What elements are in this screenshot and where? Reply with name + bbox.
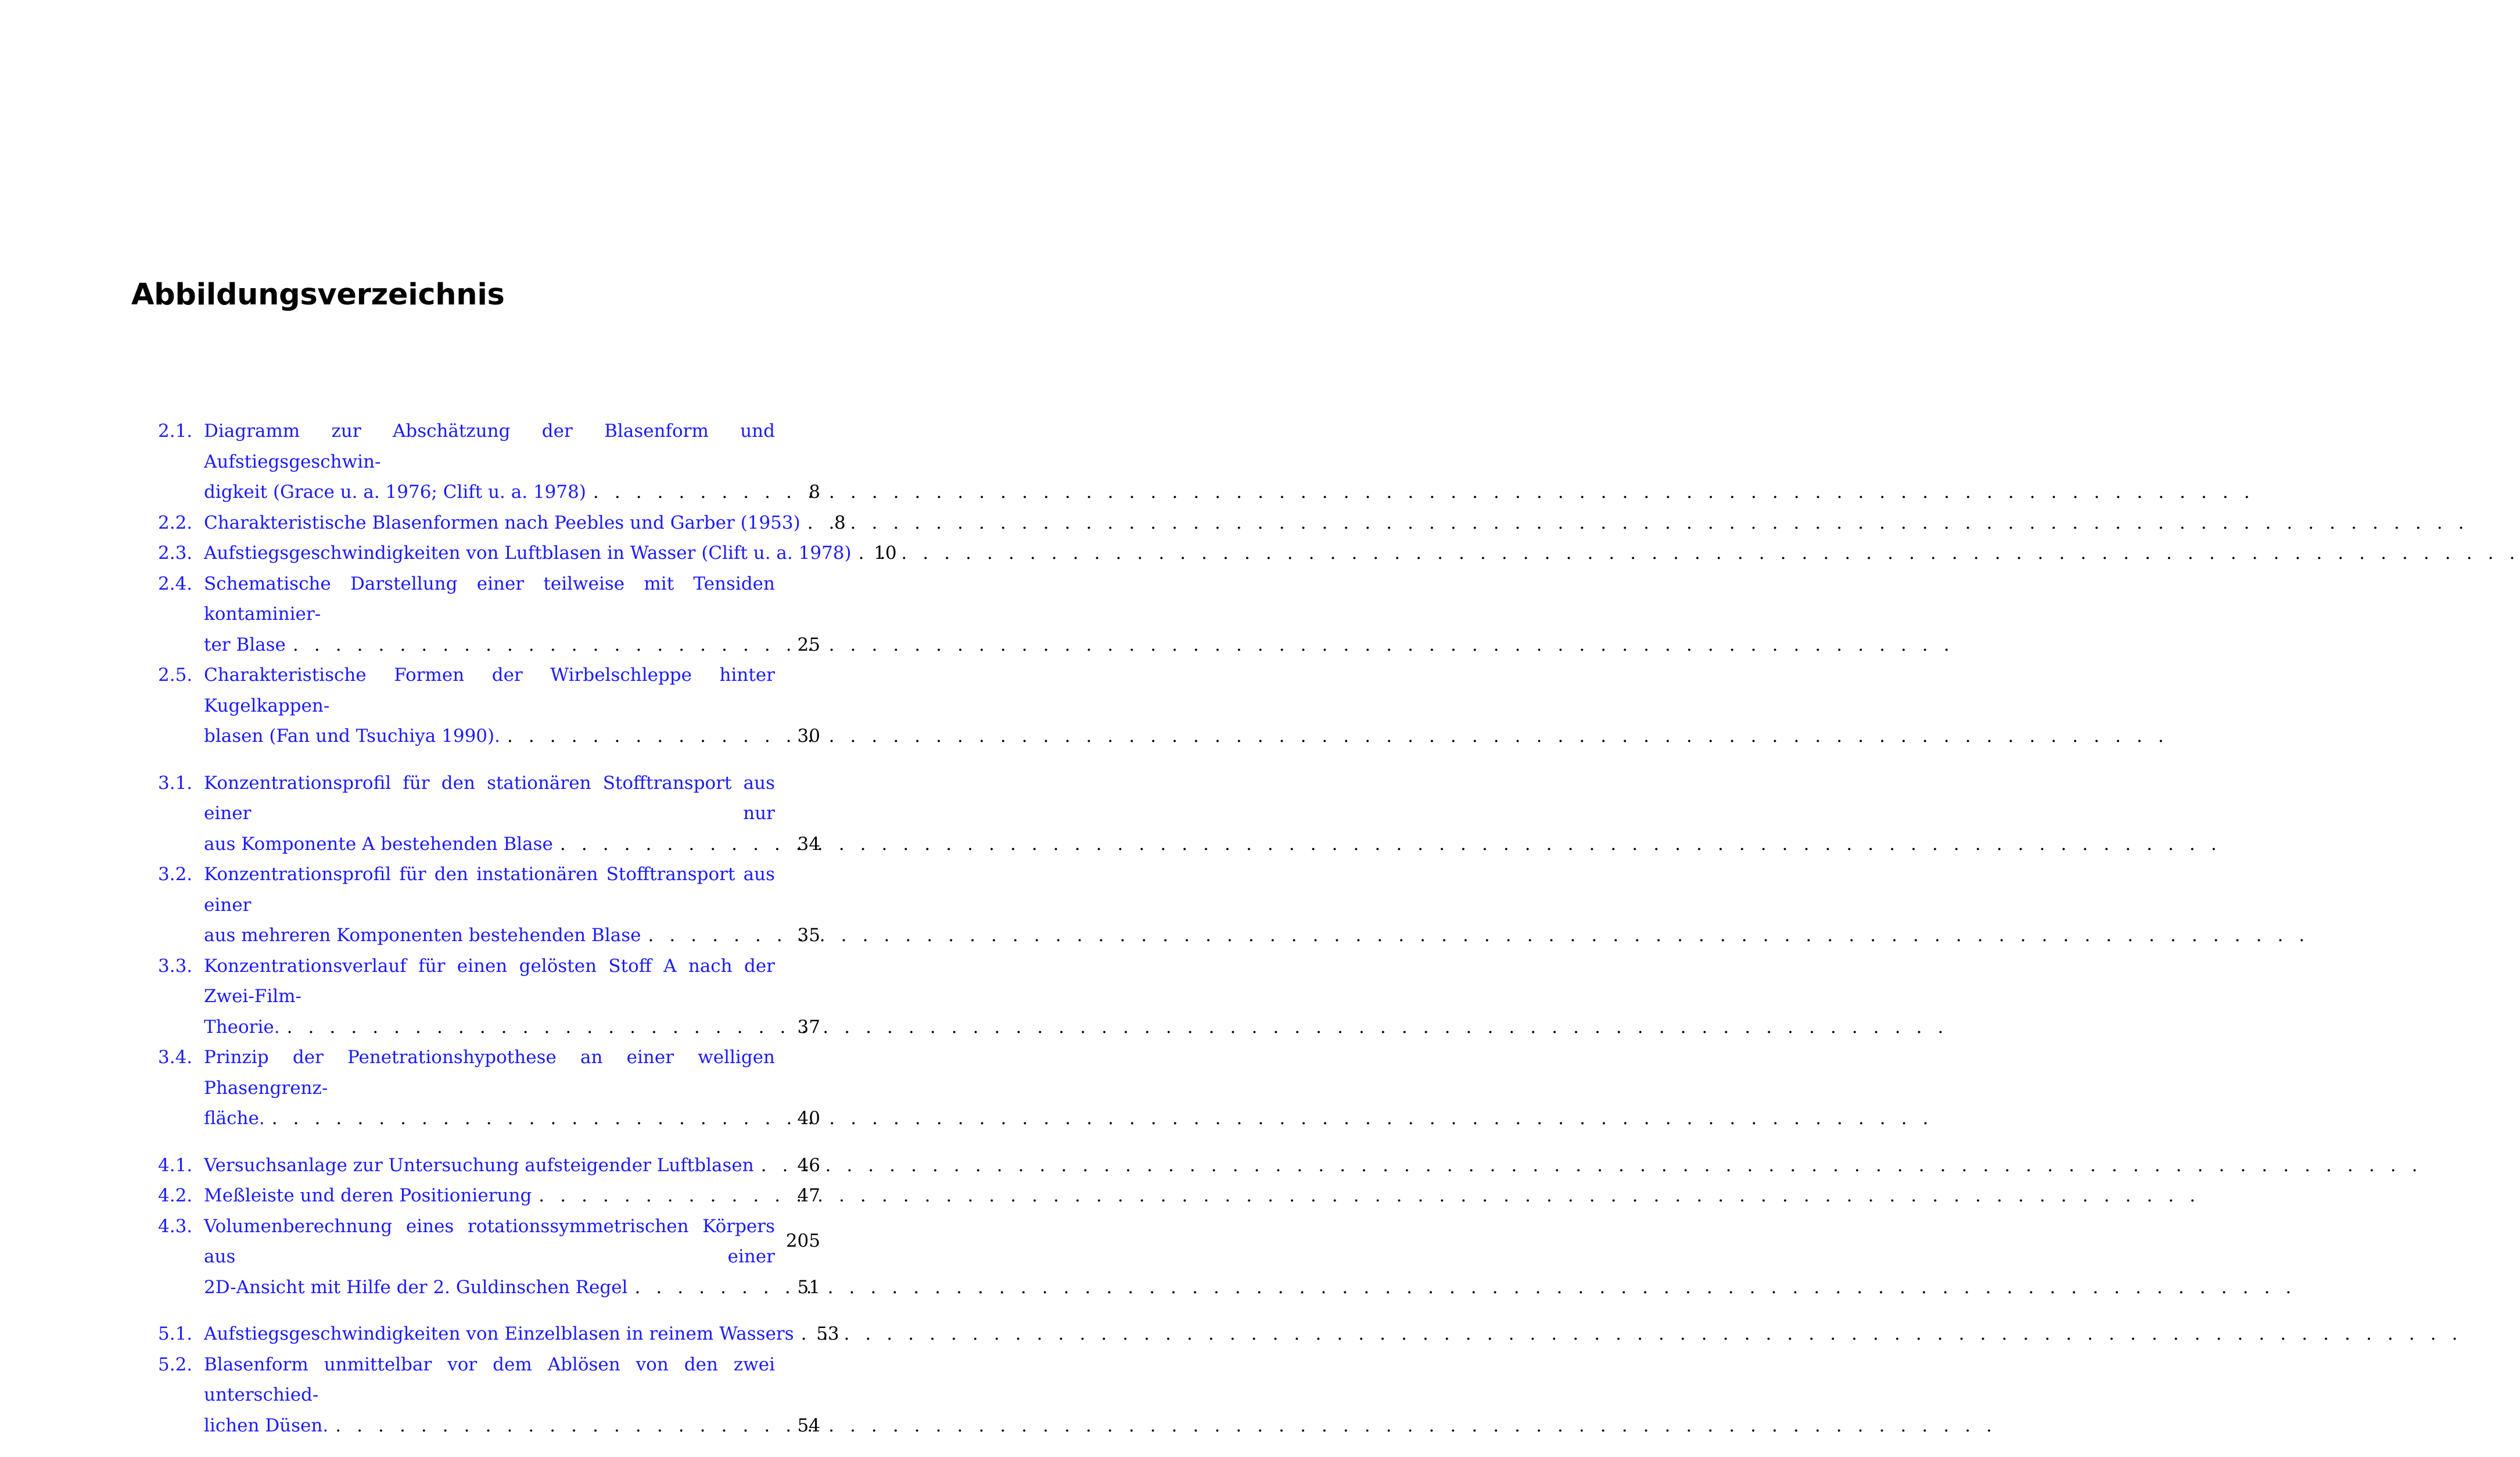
toc-group — [158, 768, 820, 1134]
dot-leader — [852, 538, 864, 569]
dot-leader — [532, 1180, 788, 1211]
figure-number-link[interactable]: 2.4. — [158, 573, 193, 594]
figure-entry[interactable] — [158, 1042, 820, 1134]
figure-entry[interactable] — [158, 1350, 820, 1441]
figure-caption-link[interactable]: lichen Düsen. — [204, 1415, 329, 1436]
figure-entry[interactable] — [158, 538, 897, 569]
figure-number-link[interactable]: 2.2. — [158, 512, 193, 533]
dot-leader — [641, 920, 788, 951]
toc-group — [158, 1319, 839, 1441]
figure-page-number: 53 — [816, 1323, 839, 1344]
figure-caption-link[interactable]: ter Blase — [204, 634, 286, 655]
figure-caption-link[interactable]: 2D-Ansicht mit Hilfe der 2. Guldinschen Regel — [204, 1276, 628, 1298]
figure-caption-link[interactable]: aus Komponente A bestehenden Blase — [204, 833, 553, 855]
figure-page-number: 8 — [834, 512, 846, 533]
dot-leader — [627, 1272, 788, 1303]
figure-page-number: 10 — [874, 543, 897, 564]
figure-entry[interactable] — [158, 508, 846, 539]
figure-caption-link[interactable]: Theorie. — [204, 1016, 280, 1038]
figure-number-link[interactable]: 2.1. — [158, 421, 193, 442]
figure-caption-link[interactable]: aus mehreren Komponenten bestehenden Blase — [204, 925, 641, 946]
figure-caption-link[interactable]: Volumenberechnung eines rotationssymmetrischen Körpers aus einer — [204, 1215, 775, 1267]
figure-page-number: 46 — [797, 1154, 820, 1176]
figure-page-number: 8 — [809, 482, 820, 503]
figure-entry[interactable] — [158, 416, 820, 508]
figure-caption-link[interactable]: Prinzip der Penetrationshypothese an einer welligen Phasengrenz- — [204, 1047, 775, 1099]
figure-caption-link[interactable]: Meßleiste und deren Positionierung — [204, 1185, 532, 1206]
dot-leader — [286, 630, 788, 661]
figure-entry[interactable] — [158, 1211, 820, 1303]
figure-page-number: 54 — [797, 1415, 820, 1436]
figure-number-link[interactable]: 2.3. — [158, 543, 193, 564]
figure-page-number: 37 — [797, 1016, 820, 1038]
figure-entry[interactable] — [158, 1150, 820, 1181]
dot-leader — [500, 721, 788, 752]
figure-caption-link[interactable]: Konzentrationsverlauf für einen gelösten Stoff A nach der Zwei-Film- — [204, 955, 775, 1007]
figure-entry[interactable] — [158, 1319, 839, 1350]
page-number: 205 — [785, 1230, 820, 1251]
figure-caption-link[interactable]: Konzentrationsprofil für den stationären Stofftransport aus einer nur — [204, 772, 775, 824]
dot-leader — [553, 829, 788, 860]
dot-leader — [328, 1411, 788, 1441]
figure-entry[interactable] — [158, 768, 820, 860]
figure-page-number: 35 — [797, 925, 820, 946]
figure-caption-link[interactable]: Versuchsanlage zur Untersuchung aufsteigender Luftblasen — [204, 1154, 754, 1176]
figure-caption-link[interactable]: digkeit (Grace u. a. 1976; Clift u. a. 1978) — [204, 482, 586, 503]
figure-entry[interactable] — [158, 569, 820, 661]
figure-page-number: 51 — [797, 1276, 820, 1298]
figure-caption-link[interactable]: Schematische Darstellung einer teilweise mit Tensiden kontaminier- — [204, 573, 775, 625]
figure-caption-link[interactable]: Aufstiegsgeschwindigkeiten von Einzelblasen in reinem Wassers — [204, 1323, 794, 1344]
figure-number-link[interactable]: 4.2. — [158, 1185, 193, 1206]
page-title: Abbildungsverzeichnis — [131, 278, 505, 312]
figure-caption-link[interactable]: Charakteristische Blasenformen nach Peebles und Garber (1953) — [204, 512, 800, 533]
dot-leader — [754, 1150, 788, 1181]
figure-number-link[interactable]: 4.3. — [158, 1215, 193, 1237]
figure-page-number: 25 — [797, 634, 820, 655]
document-page — [0, 0, 961, 1436]
figure-entry[interactable] — [158, 660, 820, 752]
figure-page-number: 47 — [797, 1185, 820, 1206]
figure-number-link[interactable]: 2.5. — [158, 665, 193, 686]
figure-page-number: 40 — [797, 1108, 820, 1129]
toc-group — [158, 416, 897, 752]
figure-page-number: 34 — [797, 833, 820, 855]
figure-caption-link[interactable]: Aufstiegsgeschwindigkeiten von Luftblasen in Wasser (Clift u. a. 1978) — [204, 543, 852, 564]
figure-caption-link[interactable]: Charakteristische Formen der Wirbelschleppe hinter Kugelkappen- — [204, 665, 775, 716]
figure-caption-link[interactable]: Konzentrationsprofil für den instationären Stofftransport aus einer — [204, 864, 775, 916]
figure-number-link[interactable]: 3.4. — [158, 1047, 193, 1068]
dot-leader — [265, 1103, 788, 1134]
figure-caption-link[interactable]: blasen (Fan und Tsuchiya 1990). — [204, 726, 500, 747]
figure-number-link[interactable]: 3.3. — [158, 955, 193, 977]
figure-page-number: 30 — [797, 726, 820, 747]
toc-group — [158, 1150, 820, 1303]
dot-leader — [586, 477, 788, 508]
figure-number-link[interactable]: 5.2. — [158, 1354, 193, 1375]
dot-leader — [800, 508, 813, 539]
figure-number-link[interactable]: 3.2. — [158, 864, 193, 885]
figure-entry[interactable] — [158, 951, 820, 1043]
figure-number-link[interactable]: 3.1. — [158, 772, 193, 794]
figure-entry[interactable] — [158, 1180, 820, 1211]
dot-leader — [280, 1012, 788, 1043]
figure-entry[interactable] — [158, 859, 820, 951]
figure-number-link[interactable]: 5.1. — [158, 1323, 193, 1344]
figure-number-link[interactable]: 4.1. — [158, 1154, 193, 1176]
figure-caption-link[interactable]: Diagramm zur Abschätzung der Blasenform und Aufstiegsgeschwin- — [204, 421, 775, 472]
dot-leader — [794, 1319, 807, 1350]
list-of-figures — [158, 416, 897, 1457]
figure-caption-link[interactable]: fläche. — [204, 1108, 265, 1129]
figure-caption-link[interactable]: Blasenform unmittelbar vor dem Ablösen von den zwei unterschied- — [204, 1354, 775, 1405]
